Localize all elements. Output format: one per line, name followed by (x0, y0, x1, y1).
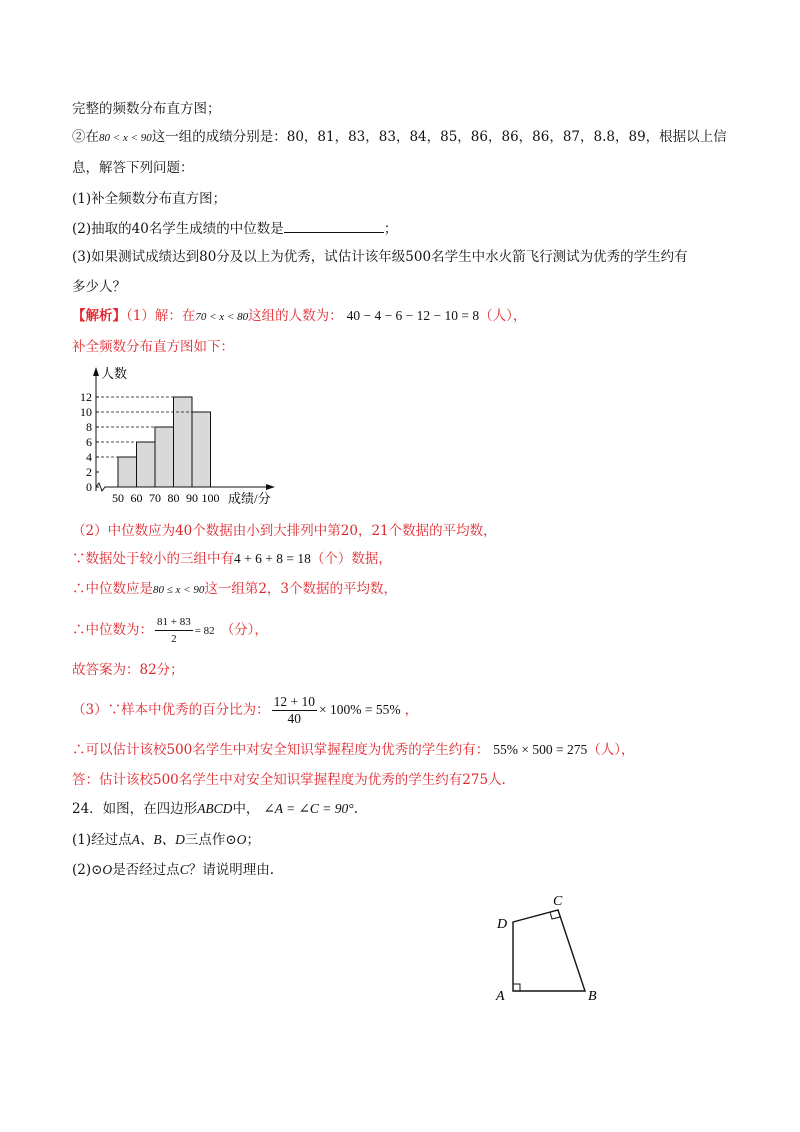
solution-line (72, 549, 392, 569)
x-axis-arrow (266, 484, 275, 490)
x-axis-label: 成绩/分 (228, 491, 271, 506)
y-tick-label: 0 (86, 480, 92, 494)
solution-line (72, 740, 635, 760)
text-span: （个）数据， (310, 551, 392, 567)
math-expression: × 100% = 55% (318, 702, 401, 717)
math-expression: 4 + 6 + 8 = 18 (234, 551, 311, 566)
text-span: 这一组第2，3个数据的平均数， (204, 581, 398, 597)
text-span: （1）解：在 (126, 308, 196, 324)
y-tick-label: 10 (80, 405, 92, 419)
text-line: 息，解答下列问题： (72, 160, 194, 176)
vertex-label-a: A (496, 989, 505, 1004)
text-span: ∴中位数为： (72, 622, 153, 638)
text-span: （3）∵样本中优秀的百分比为： (72, 702, 270, 718)
histogram-bar (137, 442, 156, 487)
solution-line: 答：估计该校500名学生中对安全知识掌握程度为优秀的学生约有275人. (72, 772, 506, 788)
text-span: ？请说明理由. (188, 862, 274, 878)
math-expression: = 82 (194, 625, 215, 637)
frequency-histogram (66, 362, 296, 512)
text-span: ∵数据处于较小的三组中有 (72, 551, 234, 567)
text-line (72, 830, 260, 850)
math-expression: 40 − 4 − 6 − 12 − 10 = 8 (346, 308, 480, 323)
math-expression: ∠A = ∠C = 90° (263, 801, 354, 816)
text-span: 这一组的成绩分别是：80，81，83，83，84，85，86，86，86，87，8.8，89，根据以上信 (151, 129, 727, 145)
x-tick-label: 60 (130, 491, 143, 505)
text-span: ； (246, 832, 260, 848)
vertex-label-d: D (497, 917, 508, 932)
solution-line (72, 579, 397, 600)
text-span: ②在 (72, 129, 99, 145)
text-line (72, 860, 274, 880)
y-tick-label: 6 (86, 435, 92, 449)
text-span: （人）， (587, 742, 635, 758)
fraction-denominator: 2 (171, 633, 177, 645)
answer-blank (284, 218, 384, 233)
solution-line: （2）中位数应为40个数据由小到大排列中第20，21个数据的平均数， (72, 523, 497, 539)
text-line: (1)补全频数分布直方图； (72, 191, 227, 207)
math-expression: 80 ≤ x < 90 (153, 584, 205, 596)
fraction (155, 614, 193, 647)
text-span: 是否经过点 (112, 862, 180, 878)
fraction-numerator: 81 + 83 (155, 614, 193, 631)
vertex-label-c: C (553, 894, 563, 909)
text-line: 多少人？ (72, 279, 126, 295)
math-expression: ⊙O (91, 862, 113, 877)
solution-line: 补全频数分布直方图如下： (72, 339, 234, 355)
math-expression: ⊙O (225, 832, 247, 847)
y-tick-label: 4 (86, 450, 92, 464)
solution-line (72, 614, 268, 647)
math-expression: 70 < x < 80 (195, 311, 249, 323)
text-line (72, 127, 727, 148)
quadrilateral-abcd-figure (490, 888, 610, 1008)
y-tick-label: 2 (86, 465, 92, 479)
y-axis-label: 人数 (101, 366, 128, 381)
math-expression: C (179, 862, 189, 877)
x-tick-label: 50 (112, 491, 124, 505)
math-expression: 80 < x < 90 (99, 132, 152, 144)
text-span: 中， (232, 801, 260, 817)
fraction-denominator: 40 (287, 711, 302, 726)
histogram-bar (155, 427, 174, 487)
x-tick-label: 70 (149, 491, 161, 505)
quadrilateral-abcd (513, 910, 585, 991)
histogram-bar (192, 412, 211, 487)
vertex-label-b: B (588, 989, 597, 1004)
analysis-tag: 【解析】 (72, 308, 126, 324)
text-span: （分）， (220, 622, 268, 638)
text-line: 完整的频数分布直方图； (72, 101, 221, 117)
fraction-numerator: 12 + 10 (273, 694, 315, 709)
y-tick-label: 8 (86, 420, 92, 434)
solution-line (72, 694, 418, 727)
text-span: 这组的人数为： (248, 308, 343, 324)
math-expression: A、B、D (131, 832, 185, 847)
right-angle-mark-a (513, 984, 520, 991)
text-span: （人）， (479, 308, 527, 324)
text-span: ； (383, 221, 398, 237)
text-line: (3)如果测试成绩达到80分及以上为优秀，试估计该年级500名学生中水火箭飞行测试为优秀的学生约有 (72, 249, 688, 265)
text-line (72, 218, 397, 239)
x-tick-label: 90 (186, 491, 198, 505)
fraction (272, 694, 317, 727)
histogram-bar (174, 397, 193, 487)
math-expression: 55% × 500 = 275 (493, 742, 588, 757)
text-span: 24．如图，在四边形 (72, 801, 198, 817)
text-span: (1)经过点 (72, 832, 132, 848)
text-span: ∴中位数应是 (72, 581, 153, 597)
math-expression: ABCD (197, 801, 233, 816)
text-span: ∴可以估计该校500名学生中对安全知识掌握程度为优秀的学生约有： (72, 742, 490, 758)
text-line (72, 799, 358, 819)
histogram-bar (118, 457, 137, 487)
x-tick-label: 80 (167, 491, 180, 505)
text-span: 三点作 (184, 832, 226, 848)
text-span: ， (404, 702, 419, 718)
y-axis-arrow (93, 367, 99, 376)
text-span: (2)抽取的40名学生成绩的中位数是 (72, 221, 284, 237)
solution-line (72, 306, 526, 327)
text-span: . (353, 801, 358, 817)
y-tick-label: 12 (80, 390, 92, 404)
solution-line: 故答案为：82分； (72, 662, 184, 678)
text-span: (2) (72, 862, 92, 878)
x-tick-label: 100 (201, 491, 220, 505)
